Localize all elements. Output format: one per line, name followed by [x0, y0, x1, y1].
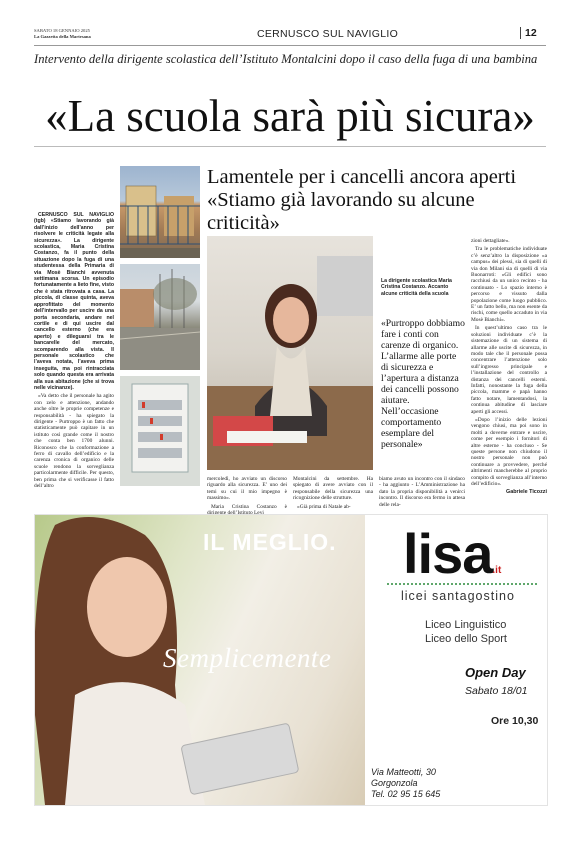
- subhead-line-2: «Stiamo già lavorando su alcune criticità»: [207, 189, 475, 234]
- school-courtyard-photo: [120, 264, 200, 370]
- ad-date: Sabato 18/01: [465, 685, 528, 697]
- article-signature: Gabriele Ticozzi: [506, 489, 547, 496]
- ad-address: [371, 767, 440, 800]
- page-number: 12: [520, 27, 537, 39]
- header-date-block: [34, 28, 91, 40]
- article-column-1: [34, 212, 114, 491]
- article-col2-para-1: mercoledì, ho avviato un discorso riguardo alla sicurezza. E’ uno dei temi su cui il mio impegno è massimo».: [207, 476, 287, 502]
- article-col4-para-1: biamo avuto un incontro con il sindaco - ha aggiunto - L’Amministrazione ha dato la propria disponibilità a venirci incontro. Il discorso era fermo in attesa delle rela-: [379, 476, 465, 508]
- advertisement: [34, 514, 548, 806]
- ad-tagline: Semplicemente: [163, 643, 332, 673]
- ad-headline: IL MEGLIO.: [203, 529, 337, 555]
- article-column-5: [471, 238, 547, 496]
- ad-brand-suffix: .it: [492, 565, 502, 576]
- ad-course-1: Liceo Linguistico: [425, 619, 507, 631]
- header-publication: La Gazzetta della Martesana: [34, 34, 91, 39]
- principal-photo: [207, 236, 373, 470]
- article-column-4: [379, 476, 465, 510]
- ad-brand-logo: [403, 521, 501, 586]
- article-col5-para-4: «Dopo l’inizio delle lezioni vengono chiusi, ma poi sono in molti a doverne entrare e uscire, come per esempio i fornitori di altre esterne - ha concluso - Se queste persone non chiudono il nostro personale non può continuare a provvedere, perché altrimenti mancherebbe al proprio compito di sorveglianza all’interno dell’edificio».: [471, 416, 547, 488]
- ad-course-2: Liceo dello Sport: [425, 633, 507, 645]
- article-col5-para-2: Tra le problematiche individuate c’è senz’altro la disposizione «a campus» dei plessi, sia di quelli di via don Milani sia di quelli di via Buonarroti: «Gli edifici sono racchiusi da un unico recinto - ha continuato - Lo spazio interno è percorso e vissuto dalla popolazione come luogo pubblico. E’ un fatto bello, ma non esente da rischi, come quello accaduto in via Mosè Bianchi».: [471, 246, 547, 323]
- article-subhead: [207, 166, 547, 235]
- photo-caption: La dirigente scolastica Maria Cristina Costanzo. Accanto alcune criticità della scuola: [381, 278, 452, 297]
- ad-address-line-2: Gorgonzola: [371, 778, 418, 788]
- ad-photo-area: [35, 515, 365, 805]
- ad-brand-name: lisa: [403, 522, 493, 585]
- article-col2-para-2: Maria Cristina Costanzo è: [211, 503, 287, 510]
- article-headline: «La scuola sarà più sicura»: [45, 91, 535, 141]
- school-gate-illustration: [120, 166, 200, 258]
- ad-subtitle: licei santagostino: [401, 589, 515, 603]
- article-col5-para-1: zioni dettagliate».: [471, 238, 510, 244]
- article-col1-para-1: CERNUSCO SUL NAVIGLIO (tgb) «Stiamo lavorando già dall’inizio dell’anno per risolvere le criticità legate alla sicurezza». La dirigente scolastica, Maria Cristina Costanzo, fa il punto della situazione dopo la fuga di una studentessa della Primaria di via Mosè Bianchi avvenuta settimana scorsa. Un episodio fortunatamente a lieto fine, visto che è stata ritrovata a casa. La piccola, di classe quinta, aveva approfittato del momento dell’intervallo per uscire da una porta secondaria, andare nel cortile e di qui uscire dal cancello esterno (che era aperto) e dileguarsi tra le bancarelle del mercato, scomparendo alla vista. Il personale scolastico che l’aveva notata, l’aveva prima inseguita, ma poi rintracciata solo quando questa era arrivata alla sua abitazione (che si trova nelle vicinanze).: [34, 212, 114, 391]
- article-col1-para-2: «Va detto che il personale ha agito con zelo e attenzione, andando anche oltre le proprie competenze e responsabilità - ha spiegato la dirigente - Purtroppo è un fatto che statisticamente può capitare in un istituto così grande come il nostro che conta ben 1700 alunni. Riconosco che la conformazione a ferro di cavallo dell’edificio e la carenza cronica di organico delle scuole rendono la sorveglianza particolarmente difficile. Per questo, ben prima che si verificasse il fatto dell’altro: [34, 393, 114, 490]
- ad-logo-underline: [387, 581, 537, 587]
- principal-illustration: [207, 236, 373, 470]
- ad-time: Ore 10,30: [491, 715, 539, 727]
- school-gate-photo: [120, 166, 200, 258]
- article-col3-para-1: Montalcini da settembre. Ha spiegato di avere avviato con il responsabile della sicurezza una ricognizione delle strutture.: [293, 476, 373, 502]
- headline-rule: [34, 146, 546, 147]
- header-rule: [34, 45, 546, 46]
- courtyard-illustration: [120, 264, 200, 370]
- pull-quote: «Purtroppo dobbiamo fare i conti con carenze di organico. L’allarme alle porte di sicurezza e l’apertura a distanza dei cancelli possono aiutare. Nell’occasione comportamento esemplare del personale»: [381, 318, 465, 450]
- alarm-panel-photo: [120, 376, 200, 486]
- ad-phone: Tel. 02 95 15 645: [371, 789, 441, 799]
- header-date: SABATO 18 GENNAIO 2025: [34, 28, 90, 33]
- alarm-panel-illustration: [120, 376, 200, 486]
- article-kicker: Intervento della dirigente scolastica dell’Istituto Montalcini dopo il caso della fuga di una bambina: [34, 52, 538, 66]
- ad-address-line-1: Via Matteotti, 30: [371, 767, 436, 777]
- article-column-3: [293, 476, 373, 512]
- subhead-line-1: Lamentele per i cancelli ancora aperti: [207, 166, 517, 188]
- article-col3-para-2: «Già prima di Natale ab-: [297, 503, 351, 510]
- section-title: CERNUSCO SUL NAVIGLIO: [256, 28, 399, 40]
- ad-event: Open Day: [465, 665, 526, 680]
- article-column-2: [207, 476, 287, 518]
- article-col5-para-3: In quest’ultimo caso tra le soluzioni individuate c’è la sistemazione di un sistema di allarme alle uscite di sicurezza, in modo tale che il personale possa concentrare l’attenzione solo sull’ingresso principale e l’installazione del controllo a distanza dei cancelli esterni. Infatti, nonostante la fuga della piccola, mamme e papà hanno fatto notare, lamentandosi, la continua abitudine di lasciare aperti gli accessi.: [471, 325, 547, 415]
